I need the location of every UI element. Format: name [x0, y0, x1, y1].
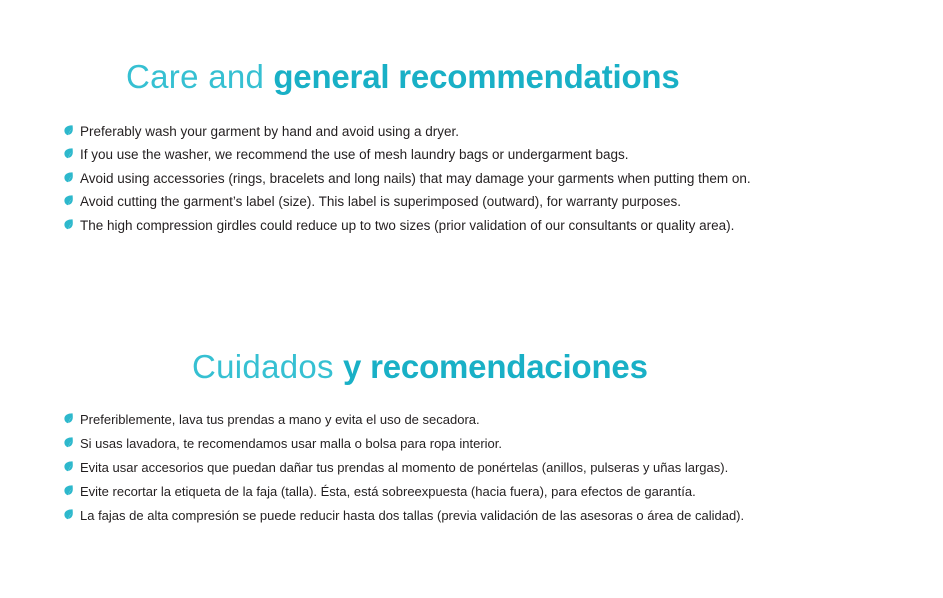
list-item [64, 504, 943, 528]
list-item-text: Si usas lavadora, te recomendamos usar malla o bolsa para ropa interior. [80, 435, 502, 451]
list-item-text: The high compression girdles could reduce up to two sizes (prior validation of our consultants or quality area). [80, 217, 735, 233]
list-item-text: Avoid cutting the garment’s label (size). This label is superimposed (outward), for warranty purposes. [80, 194, 682, 210]
leaf-bullet-icon [64, 148, 73, 159]
page-title-spanish [0, 348, 943, 386]
leaf-bullet-icon [64, 413, 73, 424]
list-item-text: Evita usar accesorios que puedan dañar tus prendas al momento de ponértelas (anillos, pulseras y uñas largas). [80, 459, 729, 475]
list-item-text: Avoid using accessories (rings, bracelets and long nails) that may damage your garments when putting them on. [80, 170, 751, 186]
leaf-bullet-icon [64, 437, 73, 448]
list-item [64, 480, 943, 504]
list-item [64, 167, 943, 191]
list-item-text: If you use the washer, we recommend the use of mesh laundry bags or undergarment bags. [80, 147, 629, 163]
list-item-text: Evite recortar la etiqueta de la faja (talla). Ésta, está sobreexpuesta (hacia fuera), para efectos de garantía. [80, 483, 696, 499]
page-title-spanish-light: Cuidados [192, 348, 334, 385]
leaf-bullet-icon [64, 509, 73, 520]
page-title-english [0, 58, 943, 96]
leaf-bullet-icon [64, 125, 73, 136]
leaf-bullet-icon [64, 219, 73, 230]
recommendations-list-english [0, 120, 943, 238]
section-cuidados-y-recomendaciones [0, 348, 943, 528]
recommendations-list-spanish [0, 408, 943, 528]
page-title-spanish-bold: y recomendaciones [343, 348, 648, 385]
list-item [64, 214, 943, 238]
list-item [64, 120, 943, 144]
page-title-english-light: Care and [126, 58, 265, 95]
list-item [64, 143, 943, 167]
list-item [64, 408, 943, 432]
list-item [64, 456, 943, 480]
list-item [64, 190, 943, 214]
leaf-bullet-icon [64, 195, 73, 206]
leaf-bullet-icon [64, 461, 73, 472]
leaf-bullet-icon [64, 485, 73, 496]
list-item [64, 432, 943, 456]
leaf-bullet-icon [64, 172, 73, 183]
list-item-text: La fajas de alta compresión se puede reducir hasta dos tallas (previa validación de las asesoras o área de calidad). [80, 507, 745, 523]
page-title-english-bold: general recommendations [273, 58, 680, 95]
list-item-text: Preferably wash your garment by hand and avoid using a dryer. [80, 123, 459, 139]
section-care-and-general-recommendations [0, 58, 943, 237]
list-item-text: Preferiblemente, lava tus prendas a mano y evita el uso de secadora. [80, 411, 480, 427]
